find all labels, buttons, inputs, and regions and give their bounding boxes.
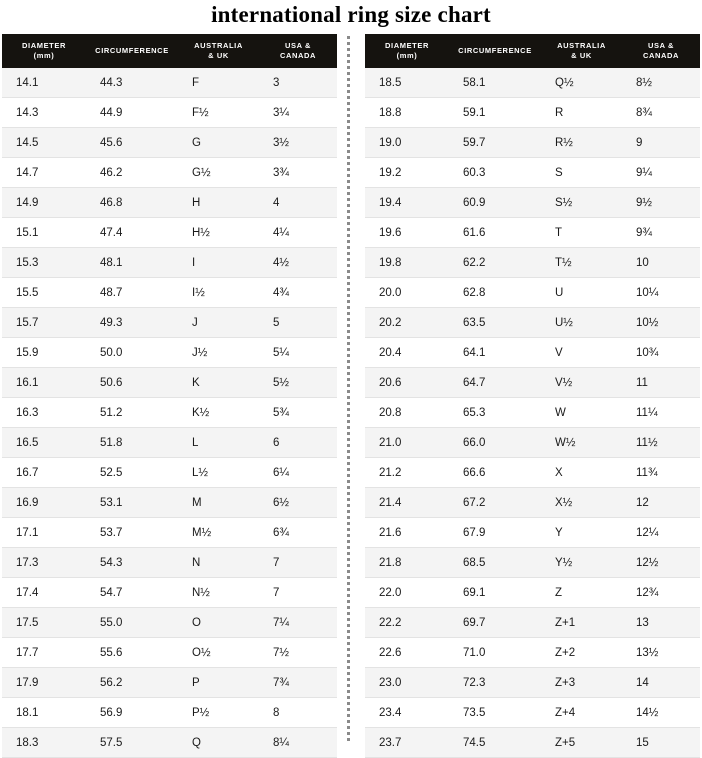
cell-australia-uk: Q bbox=[178, 728, 259, 758]
cell-diameter: 21.8 bbox=[365, 548, 449, 578]
cell-usa-canada: 4 bbox=[259, 188, 337, 218]
cell-circumference: 67.2 bbox=[449, 488, 541, 518]
cell-australia-uk: H bbox=[178, 188, 259, 218]
cell-diameter: 21.0 bbox=[365, 428, 449, 458]
cell-usa-canada: 3 bbox=[259, 68, 337, 98]
cell-circumference: 48.7 bbox=[86, 278, 178, 308]
cell-diameter: 20.0 bbox=[365, 278, 449, 308]
cell-australia-uk: F½ bbox=[178, 98, 259, 128]
cell-usa-canada: 6¼ bbox=[259, 458, 337, 488]
cell-circumference: 55.0 bbox=[86, 608, 178, 638]
ring-size-table-left bbox=[2, 34, 337, 758]
column-header-australia-uk bbox=[541, 34, 622, 68]
cell-circumference: 64.1 bbox=[449, 338, 541, 368]
cell-australia-uk: I bbox=[178, 248, 259, 278]
table-row bbox=[2, 608, 337, 638]
cell-circumference: 46.2 bbox=[86, 158, 178, 188]
cell-australia-uk: R½ bbox=[541, 128, 622, 158]
header-row bbox=[2, 34, 337, 68]
cell-circumference: 50.0 bbox=[86, 338, 178, 368]
table-row bbox=[365, 728, 700, 758]
cell-usa-canada: 3¾ bbox=[259, 158, 337, 188]
cell-australia-uk: P½ bbox=[178, 698, 259, 728]
cell-diameter: 23.4 bbox=[365, 698, 449, 728]
cell-australia-uk: V bbox=[541, 338, 622, 368]
table-row bbox=[365, 578, 700, 608]
cell-diameter: 19.0 bbox=[365, 128, 449, 158]
cell-circumference: 53.7 bbox=[86, 518, 178, 548]
table-row bbox=[2, 398, 337, 428]
cell-australia-uk: H½ bbox=[178, 218, 259, 248]
cell-diameter: 22.6 bbox=[365, 638, 449, 668]
table-row bbox=[2, 158, 337, 188]
table-row bbox=[2, 98, 337, 128]
cell-diameter: 16.7 bbox=[2, 458, 86, 488]
cell-circumference: 52.5 bbox=[86, 458, 178, 488]
table-row bbox=[365, 398, 700, 428]
cell-circumference: 61.6 bbox=[449, 218, 541, 248]
cell-diameter: 21.2 bbox=[365, 458, 449, 488]
page-title: international ring size chart bbox=[211, 2, 491, 27]
cell-australia-uk: J½ bbox=[178, 338, 259, 368]
table-row bbox=[2, 248, 337, 278]
cell-circumference: 57.5 bbox=[86, 728, 178, 758]
column-header-diameter bbox=[2, 34, 86, 68]
cell-diameter: 16.1 bbox=[2, 368, 86, 398]
cell-diameter: 19.2 bbox=[365, 158, 449, 188]
table-row bbox=[365, 458, 700, 488]
cell-usa-canada: 5¾ bbox=[259, 398, 337, 428]
cell-diameter: 15.1 bbox=[2, 218, 86, 248]
column-header-diameter bbox=[365, 34, 449, 68]
header-row bbox=[365, 34, 700, 68]
cell-australia-uk: V½ bbox=[541, 368, 622, 398]
cell-diameter: 17.4 bbox=[2, 578, 86, 608]
cell-diameter: 16.5 bbox=[2, 428, 86, 458]
cell-diameter: 17.1 bbox=[2, 518, 86, 548]
header-line-1: CIRCUMFERENCE bbox=[458, 46, 532, 56]
column-header-australia-uk bbox=[178, 34, 259, 68]
cell-circumference: 54.7 bbox=[86, 578, 178, 608]
cell-usa-canada: 12½ bbox=[622, 548, 700, 578]
table-row bbox=[365, 608, 700, 638]
cell-usa-canada: 11½ bbox=[622, 428, 700, 458]
cell-circumference: 66.6 bbox=[449, 458, 541, 488]
header-line-2: & UK bbox=[208, 51, 229, 61]
cell-diameter: 14.7 bbox=[2, 158, 86, 188]
table-row bbox=[365, 278, 700, 308]
table-row bbox=[365, 368, 700, 398]
table-row bbox=[2, 68, 337, 98]
cell-circumference: 56.2 bbox=[86, 668, 178, 698]
cell-usa-canada: 4½ bbox=[259, 248, 337, 278]
table-row bbox=[365, 218, 700, 248]
cell-circumference: 59.7 bbox=[449, 128, 541, 158]
cell-australia-uk: Y bbox=[541, 518, 622, 548]
cell-circumference: 66.0 bbox=[449, 428, 541, 458]
table-row bbox=[365, 428, 700, 458]
cell-circumference: 58.1 bbox=[449, 68, 541, 98]
cell-australia-uk: O½ bbox=[178, 638, 259, 668]
cell-usa-canada: 4¾ bbox=[259, 278, 337, 308]
cell-australia-uk: N½ bbox=[178, 578, 259, 608]
cell-australia-uk: N bbox=[178, 548, 259, 578]
cell-australia-uk: L½ bbox=[178, 458, 259, 488]
cell-diameter: 16.3 bbox=[2, 398, 86, 428]
column-header-circumference bbox=[86, 34, 178, 68]
cell-usa-canada: 3¼ bbox=[259, 98, 337, 128]
cell-circumference: 56.9 bbox=[86, 698, 178, 728]
cell-circumference: 67.9 bbox=[449, 518, 541, 548]
cell-diameter: 17.9 bbox=[2, 668, 86, 698]
cell-circumference: 59.1 bbox=[449, 98, 541, 128]
cell-usa-canada: 10¼ bbox=[622, 278, 700, 308]
cell-circumference: 45.6 bbox=[86, 128, 178, 158]
cell-circumference: 65.3 bbox=[449, 398, 541, 428]
cell-australia-uk: Z+4 bbox=[541, 698, 622, 728]
cell-diameter: 20.2 bbox=[365, 308, 449, 338]
cell-usa-canada: 13 bbox=[622, 608, 700, 638]
table-row bbox=[2, 728, 337, 758]
cell-usa-canada: 8½ bbox=[622, 68, 700, 98]
cell-usa-canada: 7¾ bbox=[259, 668, 337, 698]
cell-usa-canada: 14½ bbox=[622, 698, 700, 728]
table-row bbox=[2, 218, 337, 248]
table-row bbox=[2, 428, 337, 458]
cell-diameter: 22.2 bbox=[365, 608, 449, 638]
cell-usa-canada: 8¾ bbox=[622, 98, 700, 128]
cell-circumference: 64.7 bbox=[449, 368, 541, 398]
cell-diameter: 15.7 bbox=[2, 308, 86, 338]
cell-circumference: 50.6 bbox=[86, 368, 178, 398]
cell-usa-canada: 4¼ bbox=[259, 218, 337, 248]
cell-circumference: 55.6 bbox=[86, 638, 178, 668]
cell-circumference: 53.1 bbox=[86, 488, 178, 518]
cell-diameter: 19.6 bbox=[365, 218, 449, 248]
table-row bbox=[2, 188, 337, 218]
header-line-1: DIAMETER bbox=[385, 41, 429, 50]
cell-circumference: 48.1 bbox=[86, 248, 178, 278]
column-header-circumference bbox=[449, 34, 541, 68]
table-row bbox=[365, 248, 700, 278]
column-header-usa-canada bbox=[259, 34, 337, 68]
cell-circumference: 60.9 bbox=[449, 188, 541, 218]
cell-usa-canada: 10¾ bbox=[622, 338, 700, 368]
cell-usa-canada: 11 bbox=[622, 368, 700, 398]
cell-usa-canada: 7 bbox=[259, 548, 337, 578]
table-row bbox=[365, 158, 700, 188]
table-row bbox=[2, 698, 337, 728]
cell-australia-uk: Z+2 bbox=[541, 638, 622, 668]
cell-diameter: 18.8 bbox=[365, 98, 449, 128]
cell-australia-uk: K bbox=[178, 368, 259, 398]
cell-usa-canada: 7¼ bbox=[259, 608, 337, 638]
cell-circumference: 69.7 bbox=[449, 608, 541, 638]
cell-usa-canada: 11¾ bbox=[622, 458, 700, 488]
header-line-1: CIRCUMFERENCE bbox=[95, 46, 169, 56]
cell-australia-uk: I½ bbox=[178, 278, 259, 308]
cell-circumference: 44.9 bbox=[86, 98, 178, 128]
header-line-2: CANADA bbox=[279, 51, 317, 61]
header-line-1: AUSTRALIA bbox=[557, 41, 606, 50]
table-row bbox=[2, 578, 337, 608]
column-header-usa-canada bbox=[622, 34, 700, 68]
table-row bbox=[365, 518, 700, 548]
table-row bbox=[2, 548, 337, 578]
cell-usa-canada: 9 bbox=[622, 128, 700, 158]
cell-usa-canada: 9¾ bbox=[622, 218, 700, 248]
table-row bbox=[2, 518, 337, 548]
ring-size-table-right bbox=[365, 34, 700, 758]
cell-australia-uk: R bbox=[541, 98, 622, 128]
cell-australia-uk: Q½ bbox=[541, 68, 622, 98]
cell-diameter: 16.9 bbox=[2, 488, 86, 518]
cell-diameter: 14.5 bbox=[2, 128, 86, 158]
vertical-dotted-divider bbox=[347, 36, 356, 741]
cell-australia-uk: Z+1 bbox=[541, 608, 622, 638]
cell-circumference: 60.3 bbox=[449, 158, 541, 188]
cell-australia-uk: Y½ bbox=[541, 548, 622, 578]
cell-usa-canada: 13½ bbox=[622, 638, 700, 668]
cell-australia-uk: M½ bbox=[178, 518, 259, 548]
cell-circumference: 54.3 bbox=[86, 548, 178, 578]
cell-australia-uk: T bbox=[541, 218, 622, 248]
cell-usa-canada: 10½ bbox=[622, 308, 700, 338]
cell-diameter: 20.6 bbox=[365, 368, 449, 398]
cell-australia-uk: O bbox=[178, 608, 259, 638]
cell-circumference: 44.3 bbox=[86, 68, 178, 98]
cell-diameter: 18.1 bbox=[2, 698, 86, 728]
cell-usa-canada: 5½ bbox=[259, 368, 337, 398]
table-row bbox=[2, 128, 337, 158]
cell-usa-canada: 6¾ bbox=[259, 518, 337, 548]
cell-usa-canada: 12 bbox=[622, 488, 700, 518]
header-line-2: (mm) bbox=[396, 51, 418, 61]
cell-diameter: 21.4 bbox=[365, 488, 449, 518]
cell-australia-uk: U bbox=[541, 278, 622, 308]
cell-diameter: 17.3 bbox=[2, 548, 86, 578]
table-row bbox=[365, 548, 700, 578]
cell-diameter: 19.4 bbox=[365, 188, 449, 218]
cell-australia-uk: S½ bbox=[541, 188, 622, 218]
header-line-2: (mm) bbox=[33, 51, 55, 61]
cell-diameter: 22.0 bbox=[365, 578, 449, 608]
cell-diameter: 21.6 bbox=[365, 518, 449, 548]
cell-diameter: 17.5 bbox=[2, 608, 86, 638]
cell-circumference: 72.3 bbox=[449, 668, 541, 698]
cell-circumference: 46.8 bbox=[86, 188, 178, 218]
cell-diameter: 14.1 bbox=[2, 68, 86, 98]
cell-australia-uk: U½ bbox=[541, 308, 622, 338]
table-row bbox=[365, 98, 700, 128]
cell-usa-canada: 7 bbox=[259, 578, 337, 608]
cell-circumference: 71.0 bbox=[449, 638, 541, 668]
table-row bbox=[365, 488, 700, 518]
cell-australia-uk: P bbox=[178, 668, 259, 698]
table-row bbox=[365, 668, 700, 698]
header-line-1: DIAMETER bbox=[22, 41, 66, 50]
header-line-1: USA & bbox=[284, 41, 312, 50]
cell-australia-uk: X½ bbox=[541, 488, 622, 518]
table-row bbox=[365, 308, 700, 338]
cell-australia-uk: K½ bbox=[178, 398, 259, 428]
cell-australia-uk: F bbox=[178, 68, 259, 98]
right-table-block bbox=[365, 34, 700, 758]
table-row bbox=[365, 638, 700, 668]
table-row bbox=[2, 308, 337, 338]
cell-usa-canada: 14 bbox=[622, 668, 700, 698]
table-row bbox=[365, 68, 700, 98]
table-row bbox=[365, 338, 700, 368]
cell-circumference: 74.5 bbox=[449, 728, 541, 758]
header-line-1: AUSTRALIA bbox=[194, 41, 243, 50]
header-line-2: & UK bbox=[571, 51, 592, 61]
cell-circumference: 47.4 bbox=[86, 218, 178, 248]
cell-usa-canada: 9¼ bbox=[622, 158, 700, 188]
ring-size-chart-page bbox=[0, 2, 702, 749]
table-row bbox=[2, 338, 337, 368]
cell-australia-uk: S bbox=[541, 158, 622, 188]
cell-australia-uk: G bbox=[178, 128, 259, 158]
cell-diameter: 14.3 bbox=[2, 98, 86, 128]
table-row bbox=[365, 698, 700, 728]
cell-circumference: 62.8 bbox=[449, 278, 541, 308]
cell-usa-canada: 5 bbox=[259, 308, 337, 338]
header-line-1: USA & bbox=[647, 41, 675, 50]
cell-usa-canada: 5¼ bbox=[259, 338, 337, 368]
cell-usa-canada: 8¼ bbox=[259, 728, 337, 758]
cell-diameter: 23.0 bbox=[365, 668, 449, 698]
cell-usa-canada: 6½ bbox=[259, 488, 337, 518]
header-line-2: CANADA bbox=[642, 51, 680, 61]
cell-usa-canada: 6 bbox=[259, 428, 337, 458]
cell-usa-canada: 10 bbox=[622, 248, 700, 278]
table-row bbox=[2, 638, 337, 668]
cell-australia-uk: X bbox=[541, 458, 622, 488]
cell-diameter: 19.8 bbox=[365, 248, 449, 278]
cell-circumference: 49.3 bbox=[86, 308, 178, 338]
cell-australia-uk: Z+5 bbox=[541, 728, 622, 758]
cell-usa-canada: 11¼ bbox=[622, 398, 700, 428]
cell-diameter: 20.4 bbox=[365, 338, 449, 368]
cell-usa-canada: 3½ bbox=[259, 128, 337, 158]
table-body-left bbox=[2, 68, 337, 758]
table-row bbox=[365, 128, 700, 158]
cell-circumference: 51.8 bbox=[86, 428, 178, 458]
cell-usa-canada: 12¾ bbox=[622, 578, 700, 608]
cell-diameter: 15.5 bbox=[2, 278, 86, 308]
table-row bbox=[2, 668, 337, 698]
cell-circumference: 73.5 bbox=[449, 698, 541, 728]
cell-diameter: 18.3 bbox=[2, 728, 86, 758]
cell-circumference: 63.5 bbox=[449, 308, 541, 338]
cell-australia-uk: L bbox=[178, 428, 259, 458]
cell-australia-uk: T½ bbox=[541, 248, 622, 278]
cell-diameter: 23.7 bbox=[365, 728, 449, 758]
cell-circumference: 68.5 bbox=[449, 548, 541, 578]
table-row bbox=[2, 368, 337, 398]
table-row bbox=[365, 188, 700, 218]
cell-usa-canada: 8 bbox=[259, 698, 337, 728]
cell-circumference: 62.2 bbox=[449, 248, 541, 278]
cell-australia-uk: M bbox=[178, 488, 259, 518]
table-header-left bbox=[2, 34, 337, 68]
cell-circumference: 69.1 bbox=[449, 578, 541, 608]
table-body-right bbox=[365, 68, 700, 758]
cell-australia-uk: Z+3 bbox=[541, 668, 622, 698]
table-row bbox=[2, 278, 337, 308]
cell-diameter: 14.9 bbox=[2, 188, 86, 218]
cell-australia-uk: W bbox=[541, 398, 622, 428]
cell-usa-canada: 9½ bbox=[622, 188, 700, 218]
cell-diameter: 15.3 bbox=[2, 248, 86, 278]
left-table-block bbox=[2, 34, 337, 758]
cell-circumference: 51.2 bbox=[86, 398, 178, 428]
table-header-right bbox=[365, 34, 700, 68]
cell-usa-canada: 7½ bbox=[259, 638, 337, 668]
cell-australia-uk: J bbox=[178, 308, 259, 338]
tables-container bbox=[0, 34, 702, 758]
cell-australia-uk: W½ bbox=[541, 428, 622, 458]
cell-diameter: 15.9 bbox=[2, 338, 86, 368]
cell-diameter: 20.8 bbox=[365, 398, 449, 428]
table-row bbox=[2, 488, 337, 518]
cell-usa-canada: 12¼ bbox=[622, 518, 700, 548]
cell-diameter: 18.5 bbox=[365, 68, 449, 98]
cell-diameter: 17.7 bbox=[2, 638, 86, 668]
cell-usa-canada: 15 bbox=[622, 728, 700, 758]
cell-australia-uk: G½ bbox=[178, 158, 259, 188]
table-row bbox=[2, 458, 337, 488]
cell-australia-uk: Z bbox=[541, 578, 622, 608]
